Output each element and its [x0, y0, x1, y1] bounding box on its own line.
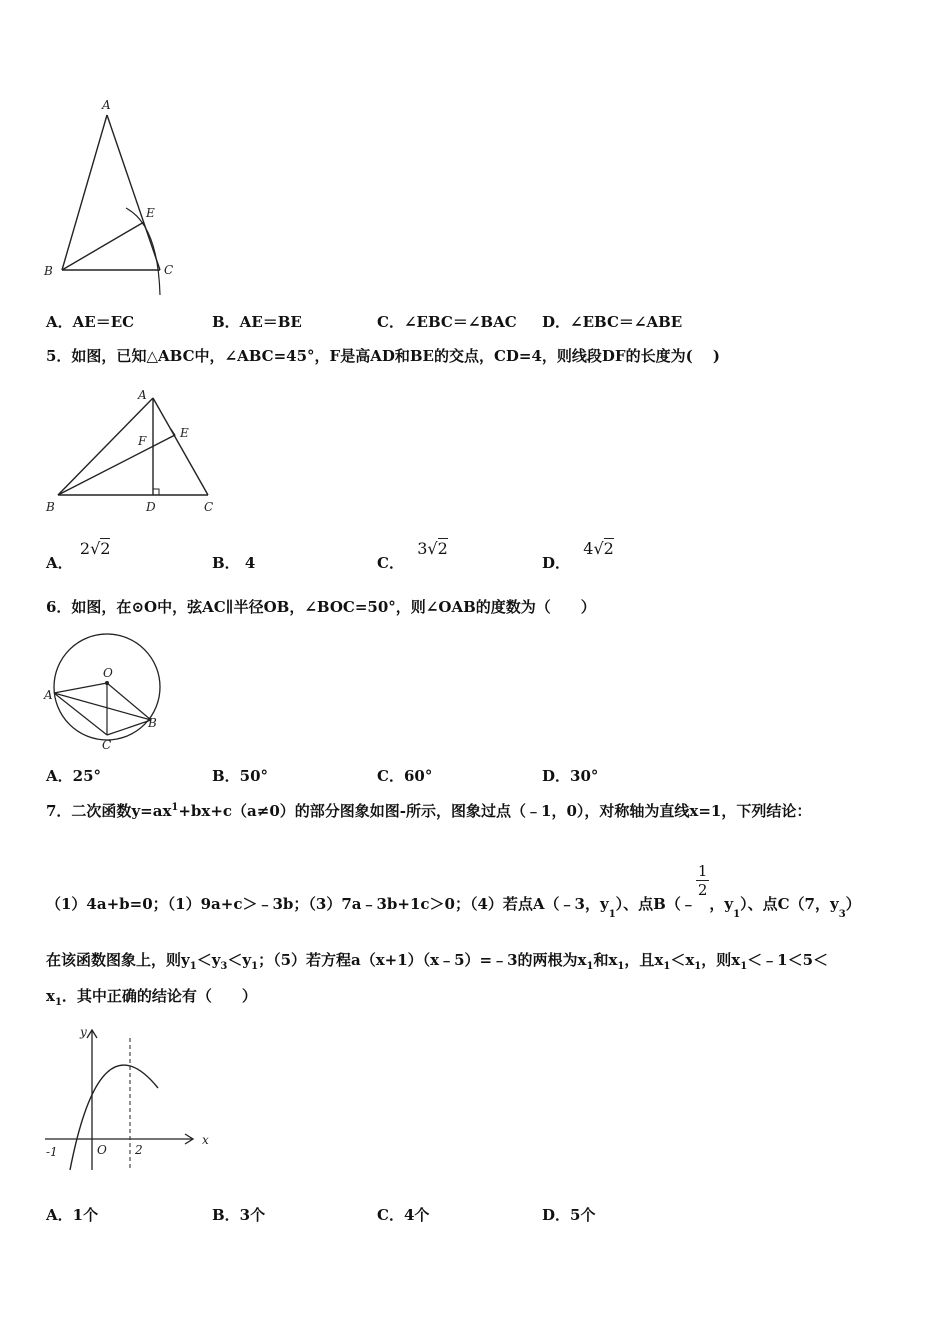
- q6-option-c[interactable]: C．60°: [377, 767, 433, 785]
- q7-conditions: （1）4a+b=0；（1）9a+c＞﹣3b；（3）7a﹣3b+1c＞0；（4）若点A（﹣3，$y_1$）、点B（﹣ $\frac{1}{2}$ ，$y_1$）、点C（7，$y_3$）: [46, 862, 861, 920]
- q5-option-a[interactable]: [46, 538, 111, 572]
- q7-label-y: y: [80, 1025, 87, 1039]
- q4-label-c: C: [164, 263, 174, 277]
- q5-label-d: D: [146, 500, 156, 514]
- q5-stem: 5．如图，已知△ABC中，∠ABC=45°，F是高AD和BE的交点，CD=4，则线段DF的长度为( ): [46, 347, 720, 365]
- q6-option-b[interactable]: B．50°: [212, 767, 269, 785]
- q7-stem: 7．二次函数$y=ax^1+bx+c(a\ne 0)$的部分图象如图-所示，图象过点（﹣1，0），对称轴为直线x=1，下列结论：: [46, 802, 812, 820]
- q4-label-a: A: [102, 98, 111, 112]
- q6-label-b: B: [148, 716, 157, 730]
- q4-figure: [40, 95, 190, 295]
- q5-option-b-value: 4: [244, 554, 256, 572]
- q4-label-b: B: [44, 264, 53, 278]
- q5-option-d[interactable]: [542, 538, 614, 572]
- q7-option-a[interactable]: A．1个: [46, 1206, 99, 1224]
- q7-fraction: $\frac{1}{2}$: [697, 862, 708, 899]
- q5-option-c-prefix: C．: [377, 554, 404, 572]
- q6-stem: 6．如图，在⊙O中，弦AC∥半径OB，∠BOC=50°，则∠OAB的度数为（ ）: [46, 598, 596, 616]
- q7-line3: $x_1$．其中正确的结论有（ ）: [46, 987, 257, 1008]
- q7-label-x: x: [202, 1133, 209, 1147]
- q4-option-a[interactable]: A．AE＝EC: [46, 313, 135, 331]
- q7-option-c[interactable]: C．4个: [377, 1206, 430, 1224]
- q5-label-b: B: [46, 500, 55, 514]
- q6-label-c: C: [102, 738, 112, 752]
- q6-label-a: A: [44, 688, 53, 702]
- q7-line2: 在该函数图象上，则$y_1<y_3<y_1$；（5）若方程a（x+1）（x﹣5）=﹣3的两根为$x_1$和$x_1$，且$x_1<x_1$，则$x_1<﹣1<5<$: [46, 951, 829, 972]
- q5-option-c[interactable]: [377, 538, 448, 572]
- q5-figure: [40, 385, 230, 520]
- q5-option-d-prefix: D．: [542, 554, 571, 572]
- q5-label-a: A: [138, 388, 147, 402]
- q7-option-d[interactable]: D．5个: [542, 1206, 596, 1224]
- q4-option-b[interactable]: B．AE＝BE: [212, 313, 302, 331]
- q6-option-d[interactable]: D．30°: [542, 767, 599, 785]
- q5-option-b[interactable]: [212, 552, 255, 573]
- q7-graph: [40, 1020, 220, 1180]
- q7-label-two: 2: [135, 1143, 143, 1157]
- q7-option-b[interactable]: B．3个: [212, 1206, 266, 1224]
- q5-label-f: F: [138, 434, 147, 448]
- q5-option-d-value: 4√2: [583, 539, 614, 558]
- q5-option-b-prefix: B．: [212, 554, 240, 572]
- q7-label-neg1: -1: [46, 1145, 58, 1159]
- q6-option-a[interactable]: A．25°: [46, 767, 102, 785]
- q6-figure: [40, 625, 170, 755]
- q5-label-c: C: [204, 500, 214, 514]
- q4-option-d[interactable]: D．∠EBC＝∠ABE: [542, 313, 683, 331]
- q5-option-a-value: 2√2: [79, 539, 111, 558]
- q7-label-origin: O: [97, 1143, 107, 1157]
- q5-label-e: E: [180, 426, 189, 440]
- q4-option-c[interactable]: C．∠EBC＝∠BAC: [377, 313, 517, 331]
- q4-label-e: E: [146, 206, 155, 220]
- q5-option-a-prefix: A．: [46, 554, 73, 572]
- q5-option-c-value: 3√2: [417, 539, 448, 558]
- q6-label-o: O: [103, 666, 113, 680]
